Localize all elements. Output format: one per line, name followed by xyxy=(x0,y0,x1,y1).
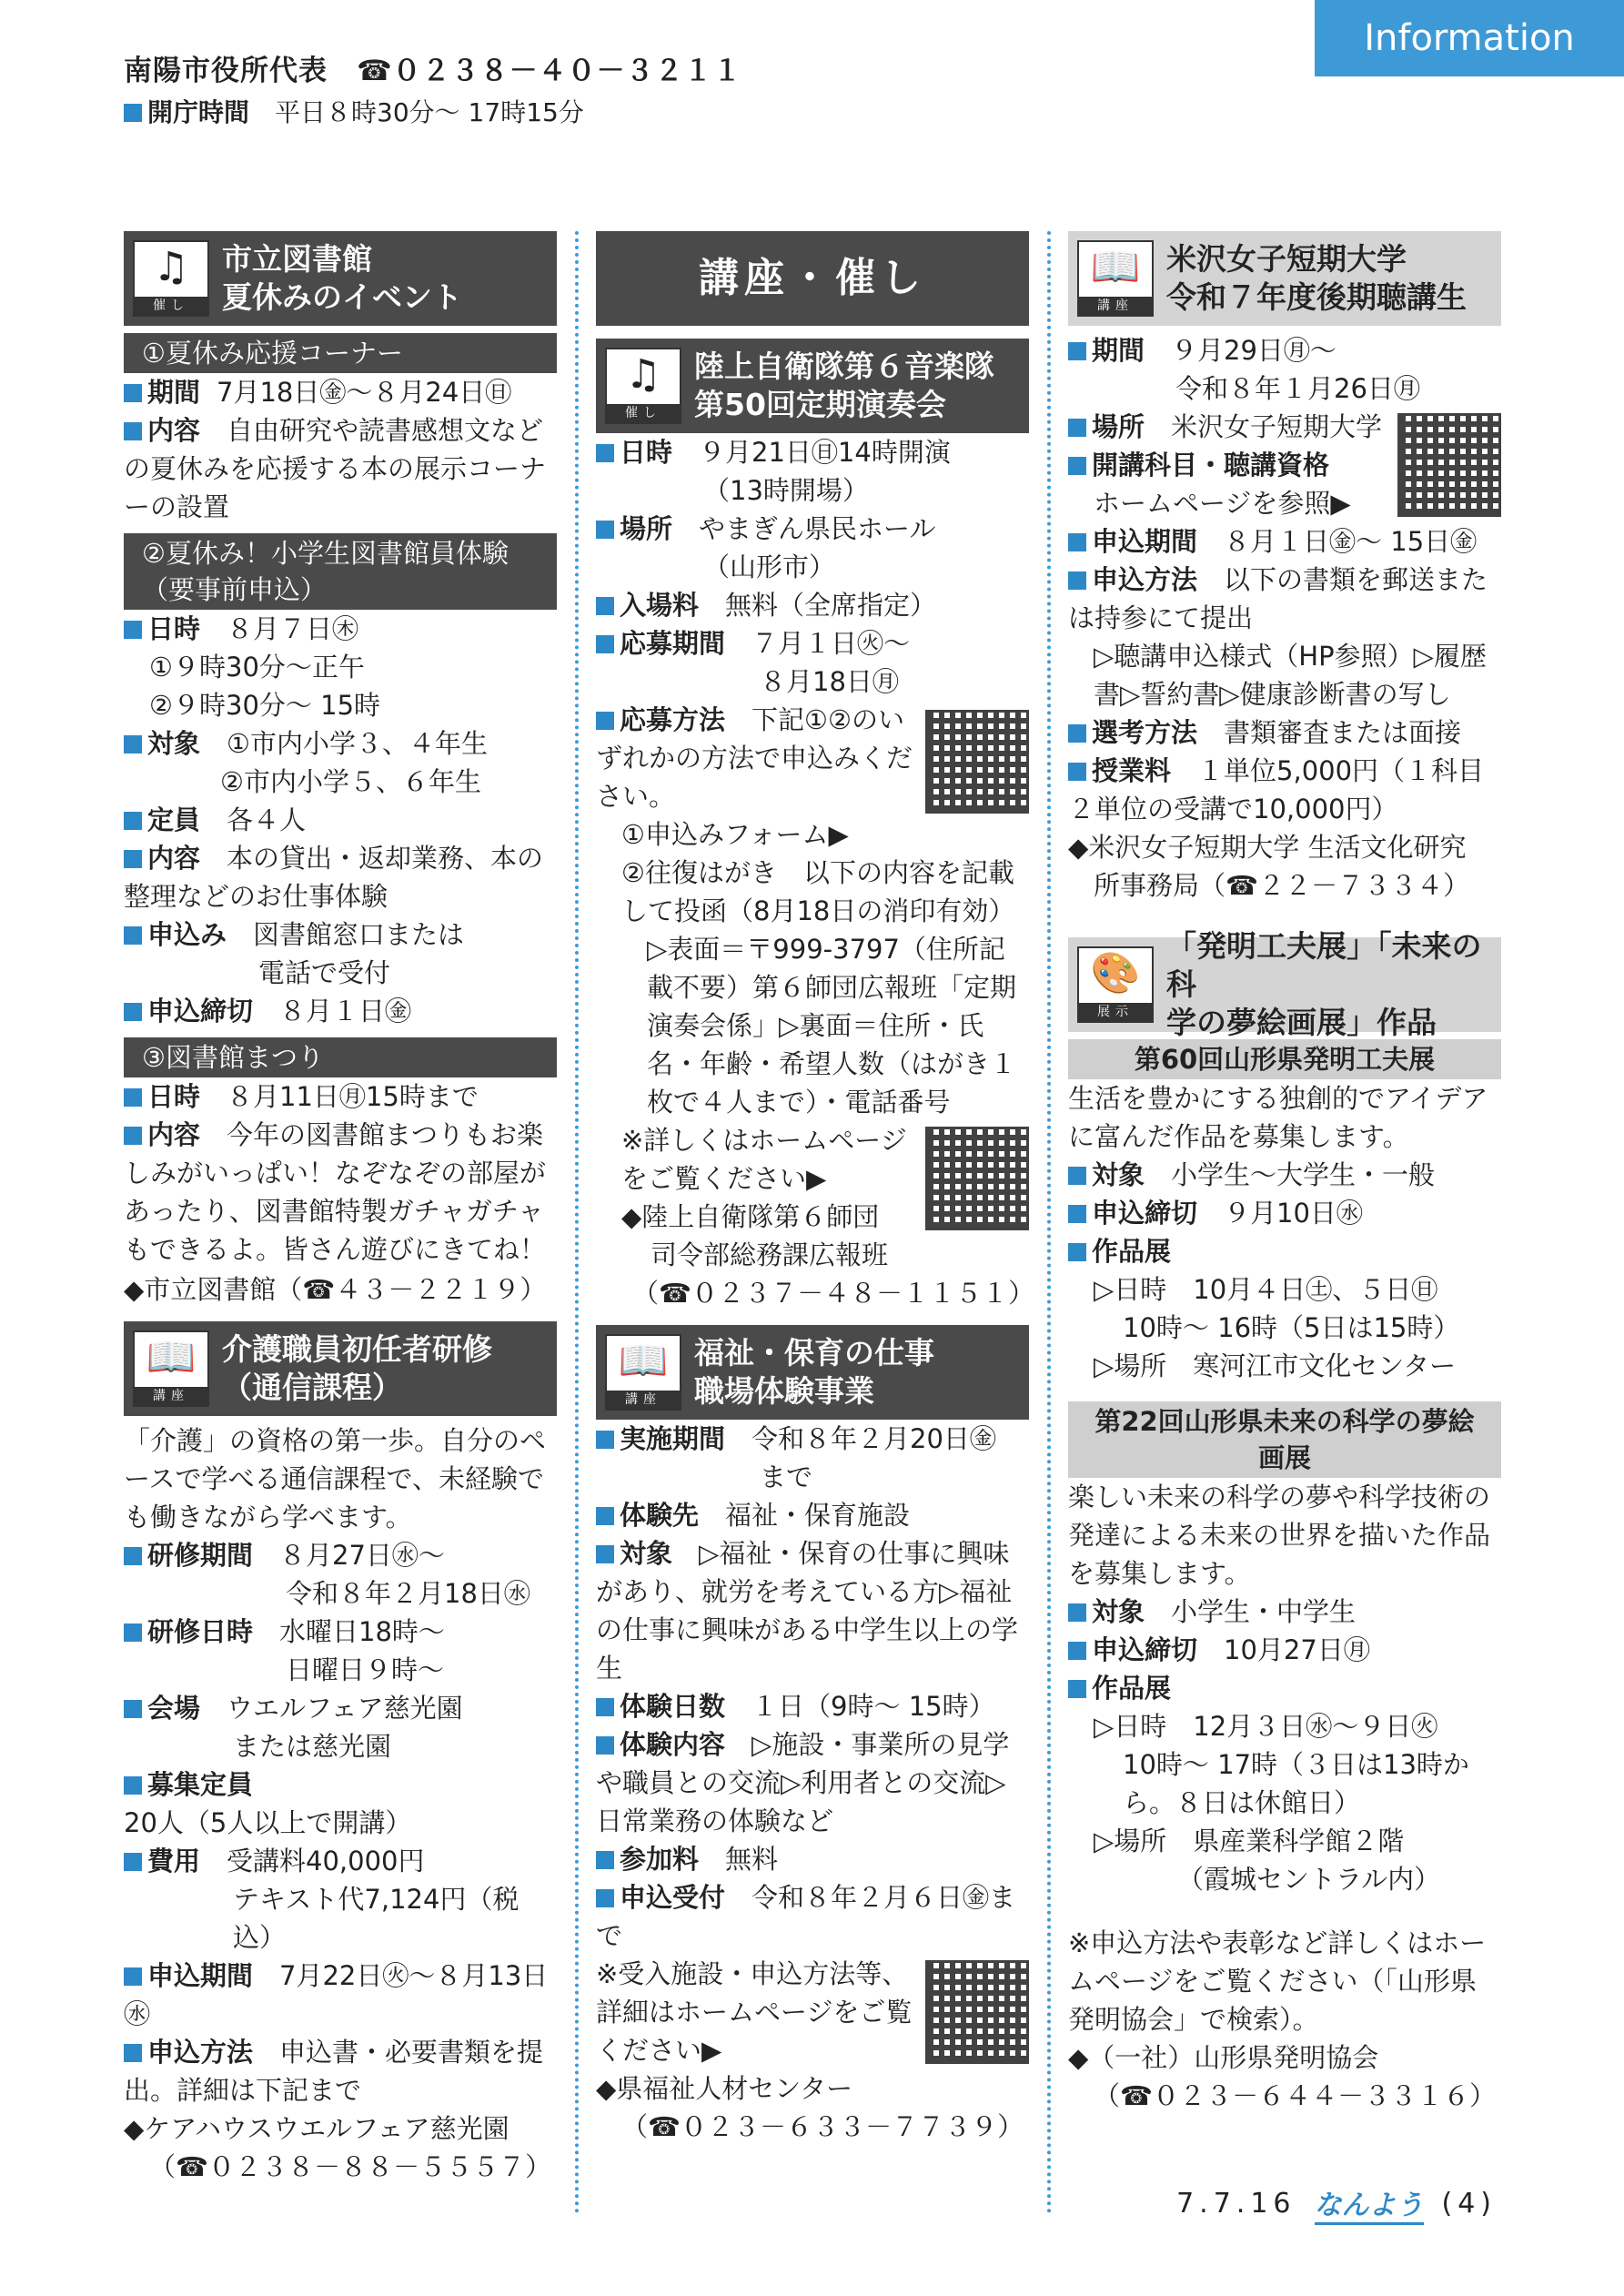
section-title: 講座・催し xyxy=(596,231,1029,326)
newsletter-logo: なんよう xyxy=(1315,2182,1424,2225)
column-divider xyxy=(1047,231,1051,2215)
invent-sub-1: 第60回山形県発明工夫展 xyxy=(1068,1039,1501,1079)
welfare-header: 📖 講座 福祉・保育の仕事 職場体験事業 xyxy=(596,1325,1029,1420)
library-header: ♫ 催し 市立図書館 夏休みのイベント xyxy=(124,231,557,326)
book-icon: 📖 講座 xyxy=(133,1330,209,1407)
library-sub-2: ②夏休み！小学生図書館員体験 （要事前申込） xyxy=(124,533,557,610)
book-icon: 📖 講座 xyxy=(1077,240,1154,317)
palette-icon: 🎨 展示 xyxy=(1077,946,1154,1023)
care-header: 📖 講座 介護職員初任者研修 （通信課程） xyxy=(124,1321,557,1416)
page-footer: 7.7.16 なんよう (4) xyxy=(1176,2182,1497,2225)
column-divider xyxy=(575,231,579,2215)
library-sub-1: ①夏休み応援コーナー xyxy=(124,333,557,373)
qr-code[interactable] xyxy=(925,1127,1029,1230)
concert-header: ♫ 催し 陸上自衛隊第６音楽隊 第50回定期演奏会 xyxy=(596,339,1029,433)
invent-header: 🎨 展示 「発明工夫展」「未来の科 学の夢絵画展」作品 xyxy=(1068,937,1501,1032)
book-icon: 📖 講座 xyxy=(605,1334,681,1411)
column-2: 講座・催し ♫ 催し 陸上自衛隊第６音楽隊 第50回定期演奏会 日時 ９月21日㊐14時開演 （13時開場） 場所 やまぎん県民ホール （山形市） 入場料 無料（全席指定） 応募期間 ７月１日㊋～ ８月18日㊊ 応募方法 下記①②のいずれかの方法で申込みください。 ①申込みフォーム▶ ②往復はがき 以下の内容を記載して投函（8月18日の消印有効） ▷表面＝〒999-3797（住所記載不要）第６師団広報班「定期演奏会係」▷裏面＝住所・氏名・年齢・希望人数（はがき１枚で４人まで）・電話番号 ※詳しくはホームページをご覧ください▶ ◆陸上自衛隊第６師団 司令部総務課広報班 （☎０２３７－４８－１１５１） 📖 講座 福祉・保育の仕事 職場体験事業 実施期間 令和８年２月20日㊎ まで 体験先 福祉・保育施設 対象 ▷福祉・保育の仕事に興味があり、就労を考えている方▷福祉の仕事に興味がある中学生以上の学生 体験日数 １日（9時～ 15時） 体験内容 ▷施設・事業所の見学や職員との交流▷利用者との交流▷日常業務の体験など 参加料 無料 申込受付 令和８年２月６日㊎まで ※受入施設・申込方法等、詳細はホームページをご覧ください▶ ◆県福祉人材センター （☎０２３－６３３－７７３９） xyxy=(596,231,1029,2146)
office-hours: 開庁時間 平日８時30分～ 17時15分 xyxy=(124,93,584,129)
information-tab: Information xyxy=(1315,0,1624,76)
library-sub-3: ③図書館まつり xyxy=(124,1037,557,1077)
column-3: 📖 講座 米沢女子短期大学 令和７年度後期聴講生 期間 ９月29日㊊～ 令和８年１月26日㊊ 場所 米沢女子短期大学 開講科目・聴講資格 ホームページを参照▶ 申込期間 ８月１日㊎～ 15日㊎ 申込方法 以下の書類を郵送または持参にて提出 ▷聴講申込様式（HP参照）▷履歴書▷誓約書▷健康診断書の写し 選考方法 書類審査または面接 授業料 １単位5,000円（１科目２単位の受講で10,000円） ◆米沢女子短期大学 生活文化研究 所事務局（☎２２－７３３４） 🎨 展示 「発明工夫展」「未来の科 学の夢絵画展」作品 第60回山形県発明工夫展 生活を豊かにする独創的でアイデアに富んだ作品を募集します。 対象 小学生～大学生・一般 申込締切 ９月10日㊌ 作品展 ▷日時 10月４日㊏、５日㊐ 10時～ 16時（5日は15時） ▷場所 寒河江市文化センター 第22回山形県未来の科学の夢絵画展 楽しい未来の科学の夢や科学技術の発達による未来の世界を描いた作品を募集します。 対象 小学生・中学生 申込締切 10月27日㊊ 作品展 ▷日時 12月３日㊌～９日㊋ 10時～ 17時（３日は13時から。８日は休館日） ▷場所 県産業科学館２階 （霞城セントラル内） ※申込方法や表彰など詳しくはホームページをご覧ください（「山形県発明協会」で検索）。 ◆（一社）山形県発明協会 （☎０２３－６４４－３３１６） xyxy=(1068,231,1501,2115)
column-1: ♫ 催し 市立図書館 夏休みのイベント ①夏休み応援コーナー 期間 7月18日㊎～８月24日㊐ 内容 自由研究や読書感想文などの夏休みを応援する本の展示コーナーの設置 ②夏休み！小学生図書館員体験 （要事前申込） 日時 ８月７日㊍ ①９時30分～正午 ②９時30分～ 15時 対象 ①市内小学３、４年生 ②市内小学５、６年生 定員 各４人 内容 本の貸出・返却業務、本の整理などのお仕事体験 申込み 図書館窓口または 電話で受付 申込締切 ８月１日㊎ ③図書館まつり 日時 ８月11日㊊15時まで 内容 今年の図書館まつりもお楽しみがいっぱい！なぞなぞの部屋があったり、図書館特製ガチャガチャもできるよ。皆さん遊びにきてね！ ◆市立図書館（☎４３－２２１９） 📖 講座 介護職員初任者研修 （通信課程） 「介護」の資格の第一歩。自分のペースで学べる通信課程で、未経験でも働きながら学べます。 研修期間 ８月27日㊌～ 令和８年２月18日㊌ 研修日時 水曜日18時～ 日曜日９時～ 会場 ウエルフェア慈光園 または慈光園 募集定員 20人（5人以上で開講） 費用 受講料40,000円 テキスト代7,124円（税込） 申込期間 7月22日㊋～８月13日㊌ 申込方法 申込書・必要書類を提出。詳細は下記まで ◆ケアハウスウエルフェア慈光園 （☎０２３８－８８－５５５７） xyxy=(124,231,557,2186)
qr-code[interactable] xyxy=(925,710,1029,814)
qr-code[interactable] xyxy=(925,1960,1029,2064)
qr-code[interactable] xyxy=(1397,413,1501,517)
invent-sub-2: 第22回山形県未来の科学の夢絵画展 xyxy=(1068,1401,1501,1478)
office-phone: 南陽市役所代表 ☎０２３８－４０－３２１１ xyxy=(124,55,742,87)
music-note-icon: ♫ 催し xyxy=(605,348,681,424)
music-note-icon: ♫ 催し xyxy=(133,240,209,317)
college-header: 📖 講座 米沢女子短期大学 令和７年度後期聴講生 xyxy=(1068,231,1501,326)
